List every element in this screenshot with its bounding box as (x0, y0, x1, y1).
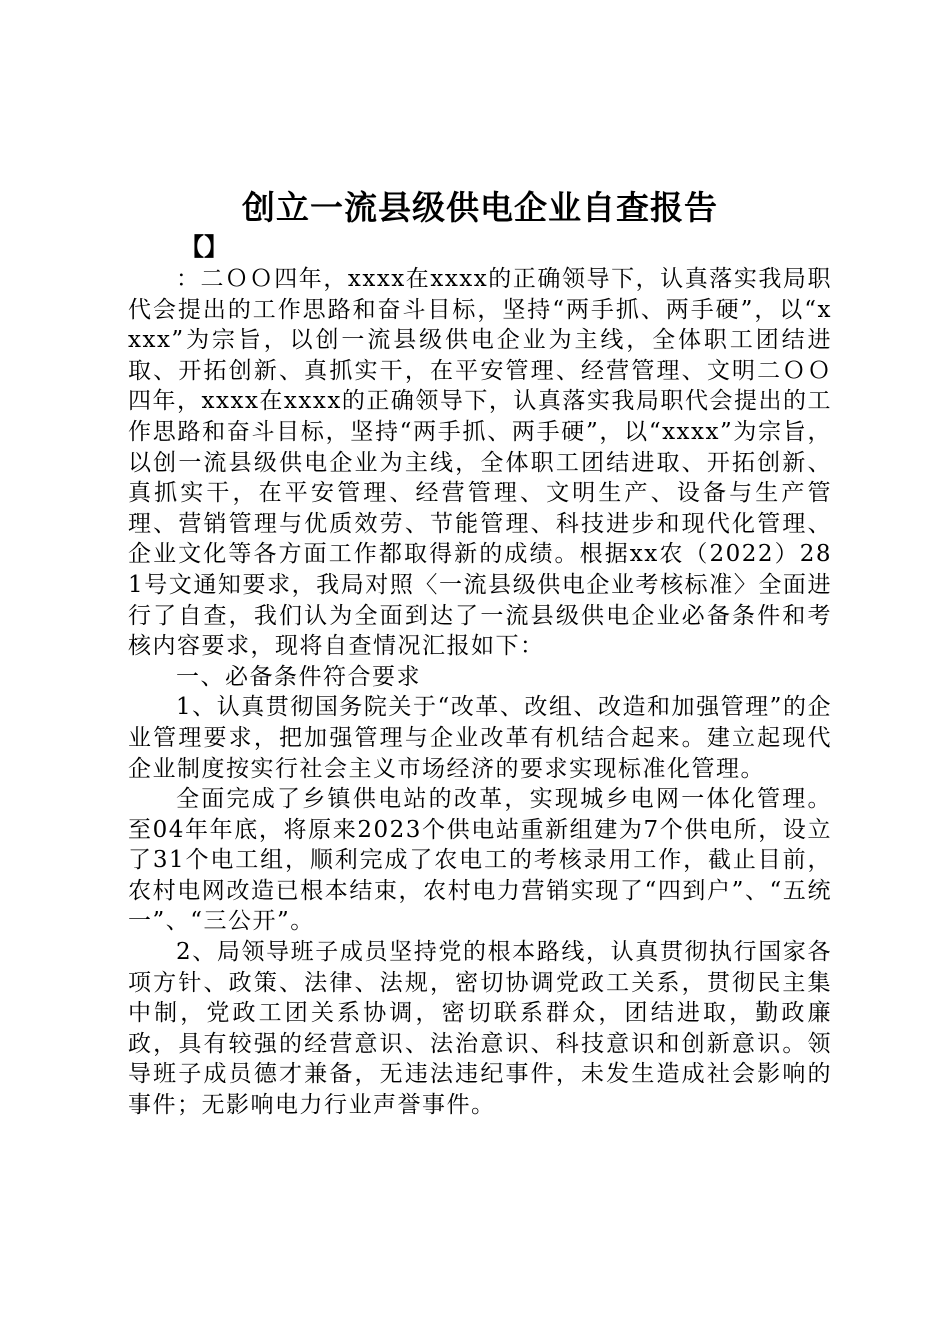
paragraph-item-1: 1、认真贯彻国务院关于“改革、改组、改造和加强管理”的企业管理要求，把加强管理与企业改革有机结合起来。建立起现代企业制度按实行社会主义市场经济的要求实现标准化管理。 (128, 694, 832, 782)
paragraph-item-2: 2、局领导班子成员坚持党的根本路线，认真贯彻执行国家各项方针、政策、法律、法规，密切协调党政工关系，贯彻民主集中制，党政工团关系协调，密切联系群众，团结进取，勤政廉政，具有较强的经营意识、法治意识、科技意识和创新意识。领导班子成员德才兼备，无违法违纪事件，未发生造成社会影响的事件；无影响电力行业声誉事件。 (128, 939, 832, 1119)
bracket-marker: 【】 (180, 232, 228, 261)
document-page (128, 186, 832, 1121)
document-title: 创立一流县级供电企业自查报告 (242, 188, 718, 227)
paragraph-reform: 全面完成了乡镇供电站的改革，实现城乡电网一体化管理。至04年年底，将原来2023个供电站重新组建为7个供电所，设立了31个电工组，顺利完成了农电工的考核录用工作，截止目前，农村电网改造已根本结束，农村电力营销实现了“四到户”、“五统一”、“三公开”。 (128, 786, 832, 935)
paragraph-intro: ：二ＯＯ四年，xxxx在xxxx的正确领导下，认真落实我局职代会提出的工作思路和奋斗目标，坚持“两手抓、两手硬”，以“xxxx”为宗旨，以创一流县级供电企业为主线，全体职工团结进取、开拓创新、真抓实干，在平安管理、经营管理、文明二ＯＯ四年，xxxx在xxxx的正确领导下，认真落实我局职代会提出的工作思路和奋斗目标，坚持“两手抓、两手硬”，以“xxxx”为宗旨，以创一流县级供电企业为主线，全体职工团结进取、开拓创新、真抓实干，在平安管理、经营管理、文明生产、设备与生产管理、营销管理与优质效劳、节能管理、科技进步和现代化管理、企业文化等各方面工作都取得新的成绩。根据xx农（2022）281号文通知要求，我局对照〈一流县级供电企业考核标准〉全面进行了自查，我们认为全面到达了一流县级供电企业必备条件和考核内容要求，现将自查情况汇报如下： (128, 266, 832, 660)
section-heading-requirements: 一、必备条件符合要求 (176, 663, 421, 690)
